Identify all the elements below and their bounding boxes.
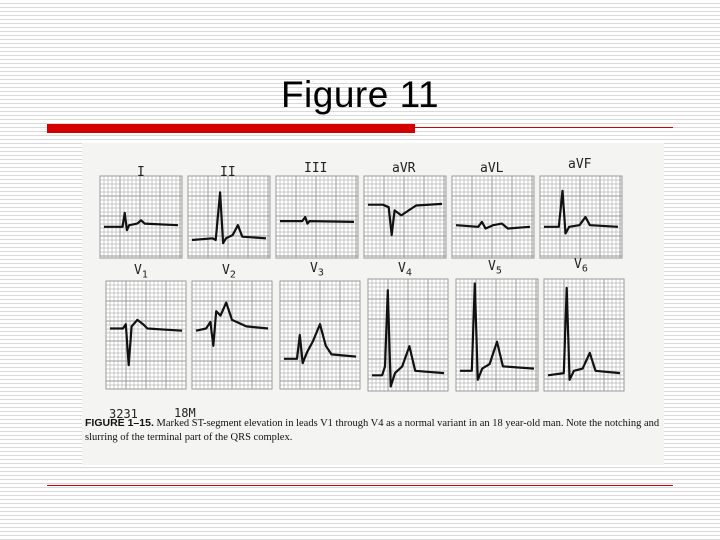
- lead-v1-label: $V_1$: [134, 263, 148, 281]
- lead-avr-label: aVR: [392, 161, 416, 176]
- lead-avf-grid: [540, 176, 622, 258]
- lead-iii-label: III: [304, 161, 328, 176]
- lead-v1-grid: [106, 281, 186, 389]
- lead-ii-grid: [188, 176, 270, 258]
- figure-caption: [85, 416, 660, 445]
- lead-v5-label: $V_5$: [488, 259, 502, 277]
- specimen-number: 3231: [109, 407, 138, 421]
- lead-v6-label: $V_6$: [574, 257, 588, 275]
- lead-avl-grid: [452, 176, 534, 258]
- lead-ii-label: II: [220, 165, 236, 180]
- title-rule-red: [47, 124, 415, 133]
- lead-v5-grid: [456, 279, 538, 391]
- ecg-strips: [82, 143, 664, 413]
- caption-figure-label: FIGURE 1–15.: [85, 417, 154, 429]
- lead-avf-label: aVF: [568, 157, 592, 172]
- lead-avr-grid: [364, 176, 446, 258]
- slide-title: Figure 11: [280, 74, 440, 115]
- lead-v3-grid: [280, 281, 360, 389]
- lead-i-label: I: [137, 165, 145, 180]
- bottom-rule: [47, 485, 673, 486]
- lead-v4-label: $V_4$: [398, 261, 412, 279]
- lead-v3-label: $V_3$: [310, 261, 324, 279]
- ecg-figure: [82, 143, 664, 465]
- lead-v2-label: $V_2$: [222, 263, 236, 281]
- lead-v2-grid: [192, 281, 272, 389]
- title-rule-thin: [415, 127, 673, 128]
- lead-i-grid: [100, 176, 182, 258]
- lead-iii-grid: [276, 176, 358, 258]
- caption-text: Marked ST-segment elevation in leads V1 through V4 as a normal variant in an 18 year-old man. Note the notching and slurring of the terminal part of the QRS complex.: [85, 418, 660, 443]
- patient-initials: 18M: [174, 406, 196, 420]
- lead-avl-label: aVL: [480, 161, 504, 176]
